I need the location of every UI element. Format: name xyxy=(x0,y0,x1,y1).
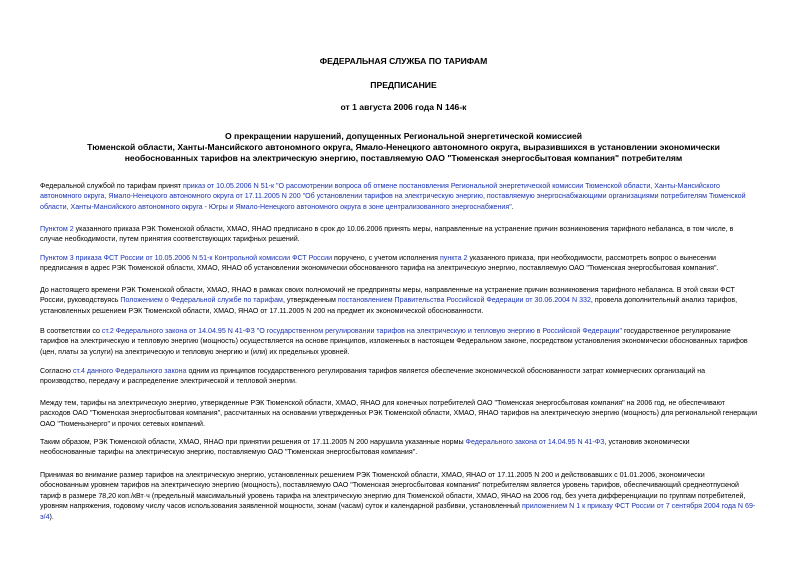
paragraph xyxy=(40,224,796,245)
paragraph-text: расходов ОАО "Тюменская энергосбытовая компания", рассчитанных на основании утвержденных РЭК Тюменской области, ХМАО, ЯНАО тарифов на электрическую энергию (мощность) для региональной генерации xyxy=(40,409,758,418)
paragraph-line xyxy=(40,202,796,212)
legal-reference-link[interactable]: Федерального закона от 14.04.95 N 41-ФЗ xyxy=(465,438,605,446)
paragraph-line xyxy=(40,398,796,408)
paragraph-text: уровням напряжения, годовому числу часов использования заявленной мощности, зонам (часам) суток и календарной разбивки, установленный xyxy=(40,502,522,511)
document-date-number: от 1 августа 2006 года N 146-к xyxy=(340,102,467,112)
paragraph-text: ). xyxy=(49,512,54,521)
paragraph-text: производство, передачу и распределение электрической и тепловой энергии. xyxy=(40,377,297,386)
legal-reference-link[interactable]: ст.4 данного Федерального закона xyxy=(72,367,187,375)
paragraph-text: одним из принципов государственного регулирования тарифов является обеспечение экономической обоснованности затрат коммерческих организаций на xyxy=(186,367,706,375)
paragraph-line xyxy=(40,263,796,273)
paragraph-text: , провела дополнительный анализ тарифов, xyxy=(590,296,738,305)
subject-line: Тюменской области, Ханты-Мансийского автономного округа, Ямало-Ненецкого автономного округа, выразившихся в установлении экономически xyxy=(87,142,720,152)
paragraph-text: Федеральной службой по тарифам принят xyxy=(40,182,184,190)
paragraph-line xyxy=(40,347,796,357)
paragraph-line xyxy=(40,437,796,447)
paragraph-line xyxy=(40,285,796,295)
paragraph-text: тарифов на электрическую и тепловую энергию (мощность) осуществляется на основе принципов, изложенных в настоящем Федеральном законе, посредством установления экономически обоснованных тарифов xyxy=(40,337,748,346)
paragraph-line xyxy=(40,224,796,234)
legal-reference-link[interactable]: автономного округа, Ямало-Ненецкого автономного округа от 17.11.2005 N 200 "Об установлении тарифов на электрическую энергию, поставляемую энергоснабжающими организациями потребителям Тюменской xyxy=(40,192,746,201)
paragraph-line xyxy=(40,376,796,386)
legal-reference-link[interactable]: э/4 xyxy=(40,512,50,521)
paragraph-text: ОАО "Тюменьэнерго" и прочих сетевых компаний. xyxy=(40,419,205,428)
paragraph-line xyxy=(40,191,796,201)
paragraph-text: указанного приказа РЭК Тюменской области, ХМАО, ЯНАО предписано в срок до 10.06.2006 принять меры, направленные на устранение причин возникновения тарифного небаланса, в том числе, в xyxy=(73,225,734,233)
document-subject xyxy=(40,131,767,164)
paragraph-text: предписания в адрес РЭК Тюменской области, ХМАО, ЯНАО об установлении экономически обоснованного тарифа на электрическую энергию, поставляемую ОАО "Тюменская энергосбытовая компания". xyxy=(40,264,719,273)
paragraph-line xyxy=(40,501,796,511)
paragraph xyxy=(40,181,796,212)
paragraph-line xyxy=(40,326,796,336)
paragraph-text: обоснованным уровнем тарифов на электрическую энергию (мощность), поставляемую ОАО "Тюменская энергосбытовая компания" потребителям является уровень тарифов, обеспечивающий среднеотпускной xyxy=(40,481,739,490)
paragraph-text: поручено, с учетом исполнения xyxy=(332,254,440,262)
paragraph xyxy=(40,285,796,316)
subject-line: необоснованных тарифов на электрическую энергию, поставляемую ОАО "Тюменская энергосбытовая компания" потребителям xyxy=(124,153,683,163)
paragraph xyxy=(40,253,796,274)
paragraph-text: установленных решением РЭК Тюменской области, ХМАО, ЯНАО от 17.11.2005 N 200 на предмет их экономической обоснованности. xyxy=(40,306,484,315)
paragraph-text: В соответствии со xyxy=(40,327,102,335)
paragraph-text: (цен, платы за услуги) на электрическую и тепловую энергию и (или) их предельных уровней. xyxy=(40,347,350,356)
paragraph-text: указанного приказа, при необходимости, рассмотреть вопрос о вынесении xyxy=(467,254,717,262)
paragraph-text: Принимая во внимание размер тарифов на электрическую энергию, установленных решением РЭК Тюменской области, ХМАО, ЯНАО от 17.11.2005 N 200 и действовавших с 01.01.2006, экономически xyxy=(40,471,705,479)
paragraph-line xyxy=(40,234,796,244)
subject-line: О прекращении нарушений, допущенных Региональной энергетической комиссией xyxy=(224,131,583,141)
paragraph-text: Таким образом, РЭК Тюменской области, ХМАО, ЯНАО при принятии решения от 17.11.2005 N 200 нарушила указанные нормы xyxy=(40,438,466,446)
paragraph-line xyxy=(40,181,796,191)
paragraph-line xyxy=(40,470,796,480)
paragraph-text: случае необходимости, путем принятия соответствующих тарифных решений. xyxy=(40,235,300,244)
paragraph-text: России, руководствуясь xyxy=(40,296,121,305)
paragraph-text: необоснованные тарифы на электрическую энергию, поставляемую ОАО "Тюменская энергосбытовая компания". xyxy=(40,448,418,457)
paragraph-line xyxy=(40,491,796,501)
legal-reference-link[interactable]: Пунктом 2 xyxy=(40,225,74,233)
paragraph-line xyxy=(40,419,796,429)
paragraph-line xyxy=(40,366,796,376)
paragraph-line xyxy=(40,336,796,346)
paragraph-text: Между тем, тарифы на электрическую энергию, утвержденные РЭК Тюменской области, ХМАО, ЯНАО для конечных потребителей ОАО "Тюменская энергосбытовая компания" на 2006 год, не обеспечивают xyxy=(40,399,726,407)
paragraph xyxy=(40,366,796,387)
paragraph-line xyxy=(40,306,796,316)
paragraph-line xyxy=(40,253,796,263)
paragraph-text: . xyxy=(511,202,514,211)
paragraph xyxy=(40,437,796,458)
paragraph-text: , установив экономически xyxy=(604,438,690,446)
paragraph-line xyxy=(40,512,796,522)
legal-reference-link[interactable]: ст.2 Федерального закона от 14.04.95 N 41-ФЗ "О государственном регулировании тарифов на электрическую и тепловую энергию в Российской Федерации" xyxy=(101,327,623,335)
paragraph xyxy=(40,398,796,429)
legal-reference-link[interactable]: приказ от 10.05.2006 N 51-к "О рассмотрении вопроса об отмене постановления Региональной энергетической комиссии Тюменской области, Ханты-Мансийского xyxy=(183,182,720,190)
paragraph-line xyxy=(40,480,796,490)
paragraph xyxy=(40,470,796,522)
legal-reference-link[interactable]: приложением N 1 к приказу ФСТ России от 7 сентября 2004 года N 69- xyxy=(521,502,756,511)
legal-reference-link[interactable]: области, Ханты-Мансийского автономного округа - Югры и Ямало-Ненецкого автономного округа в зоне централизованного энергоснабжения" xyxy=(40,202,512,211)
paragraph-line xyxy=(40,447,796,457)
paragraph-line xyxy=(40,295,796,305)
agency-title: ФЕДЕРАЛЬНАЯ СЛУЖБА ПО ТАРИФАМ xyxy=(319,56,488,66)
legal-reference-link[interactable]: Пунктом 3 приказа ФСТ России от 10.05.2006 N 51-к Контрольной комиссии ФСТ России xyxy=(40,254,333,262)
paragraph-line xyxy=(40,408,796,418)
paragraph xyxy=(40,326,796,357)
paragraph-text: До настоящего времени РЭК Тюменской области, ХМАО, ЯНАО в рамках своих полномочий не предприняты меры, направленные на устранение причин возникновения тарифного небаланса. В этой связи ФСТ xyxy=(40,286,735,294)
paragraph-text: Согласно xyxy=(40,367,73,375)
legal-reference-link[interactable]: постановлением Правительства Российской Федерации от 30.06.2004 N 332 xyxy=(337,296,591,305)
paragraph-text: тариф в размере 78,20 коп./кВт·ч (предельный максимальный уровень тарифа на электрическую энергию для Тюменской области, ХМАО, ЯНАО на 2006 год, без учета дифференциации по группам потребителей, xyxy=(40,491,746,500)
paragraph-text: государственное регулирование xyxy=(622,327,731,335)
paragraph-text: , утвержденным xyxy=(282,296,338,305)
legal-reference-link[interactable]: пункта 2 xyxy=(439,254,468,262)
legal-reference-link[interactable]: Положением о Федеральной службе по тарифам xyxy=(120,296,283,305)
document-type: ПРЕДПИСАНИЕ xyxy=(370,80,437,90)
